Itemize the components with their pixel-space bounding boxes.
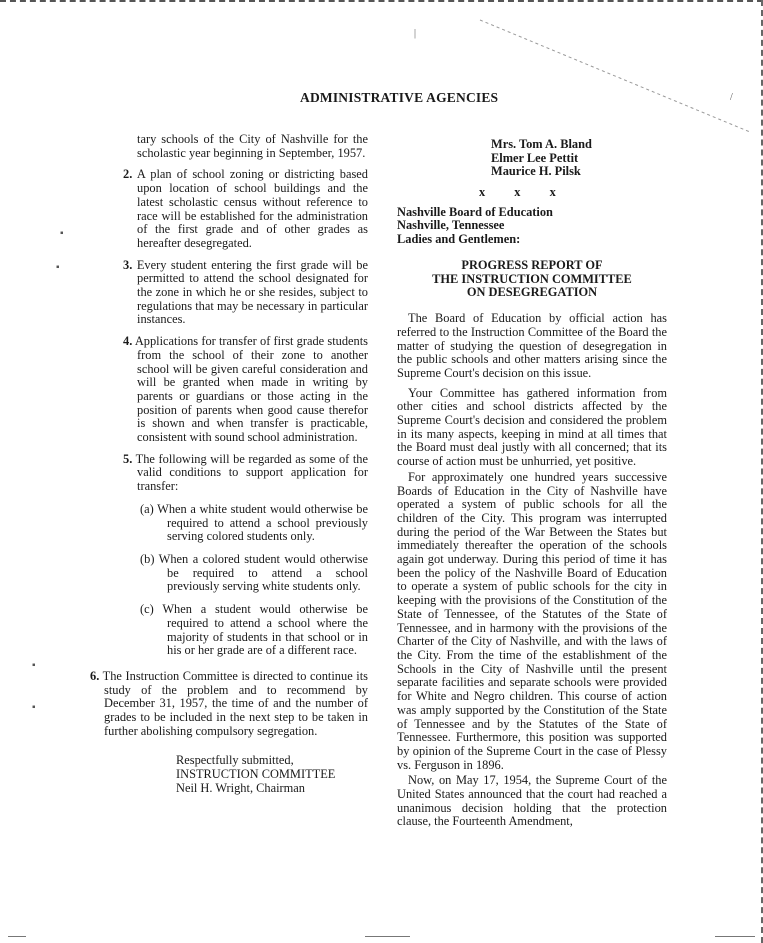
numbered-item-5: 5. The following will be regarded as some of the valid conditions to support application for transfer: xyxy=(123,451,368,494)
numbered-item-4: 4. Applications for transfer of first grade students from the school of their zone to another school will be given careful consideration and will be granted when made in writing by parents or guardians or those acting in the position of parents when good cause therefor is shown and when transfer is practicable, consistent with sound school administration. xyxy=(123,334,368,445)
scan-mark: / xyxy=(730,92,733,103)
address-city: Nashville, Tennessee xyxy=(397,218,505,232)
continuation-paragraph: tary schools of the City of Nashville for the scholastic year beginning in September, 1957. xyxy=(137,132,368,160)
section-separator: x x x xyxy=(479,184,569,199)
report-paragraph: Your Committee has gathered information from other cities and school districts affected by the Supreme Court's decision and considered the problem in its many aspects, keeping in mind at all times that the Board must deal justly with all concerned; that its course of action must be unhurried, yet positive. xyxy=(397,385,667,469)
signature-block xyxy=(176,754,368,795)
scan-mark: ▪ xyxy=(56,262,60,273)
signature-committee: INSTRUCTION COMMITTEE xyxy=(176,767,336,782)
addressee: Nashville Board of Education xyxy=(397,204,553,219)
report-title: PROGRESS REPORT OF THE INSTRUCTION COMMITTEE ON DESEGREGATION xyxy=(432,258,632,300)
numbered-item-3: 3. Every student entering the first grade will be permitted to attend the school designated for the zone in which he or she resides, subject to regulations that may be necessary in particular instances. xyxy=(123,257,368,327)
numbered-item-2: 2. A plan of school zoning or districting based upon location of school buildings and the latest scholastic census without reference to race will be established for the administration of the first grade and of other grades as hereafter desegregated. xyxy=(123,167,368,250)
signer-name: Maurice H. Pilsk xyxy=(491,164,581,178)
salutation: Ladies and Gentlemen: xyxy=(397,231,521,246)
scan-mark xyxy=(715,936,755,937)
left-column xyxy=(90,132,369,796)
scan-mark xyxy=(8,936,26,937)
scan-mark: ▪ xyxy=(32,702,36,713)
scan-mark: ▪ xyxy=(60,228,64,239)
signature-line: Respectfully submitted, xyxy=(176,753,294,768)
scan-border-right xyxy=(758,0,763,943)
signer-name: Mrs. Tom A. Bland xyxy=(491,137,592,151)
signers-list xyxy=(491,138,667,179)
subitem-a: (a) When a white student would otherwise be required to attend a school previously serving colored students only. xyxy=(140,501,369,544)
scan-mark: | xyxy=(414,28,417,39)
scan-mark xyxy=(365,936,410,937)
report-paragraph: The Board of Education by official action has referred to the Instruction Committee of the Board the matter of studying the question of desegregation in the public schools and other matters arising since the Supreme Court's decision on this issue. xyxy=(397,311,667,380)
subitem-b: (b) When a colored student would otherwise be required to attend a school previously serving white students only. xyxy=(140,551,369,594)
report-paragraph: Now, on May 17, 1954, the Supreme Court of the United States announced that the court had reached a unanimous decision holding that the protection clause, the Fourteenth Amendment, xyxy=(397,773,667,829)
subitem-c: (c) When a student would otherwise be required to attend a school where the majority of students in that school or in his or her grade are of a different race. xyxy=(140,602,369,658)
report-paragraph: For approximately one hundred years successive Boards of Education in the City of Nashville have operated a system of public schools for all the children of the City. This program was interrupted during the period of the War Between the States but immediately thereafter the operation of the schools again got underway. During this period of time it has been the policy of the Nashville Board of Education to operate a system of public schools for the city in keeping with the provisions of the Constitution of the State of Tennessee, of the Statutes of the State of Tennessee, and in harmony with the provisions of the Charter of the City of Nashville, and with the laws of the City. From the time of the establishment of the Schools in the City of Nashville until the present separate facilities and separate schools were provided for White and Negro children. This course of action was amply supported by the Constitution of the State of Tennessee and by the Statutes of the State of Tennessee. Furthermore, this position was supported by opinion of the Supreme Court in the case of Plessy vs. Ferguson in 1896. xyxy=(397,469,667,772)
signer-name: Elmer Lee Pettit xyxy=(491,150,579,165)
address-block xyxy=(397,206,667,247)
numbered-item-6: 6. The Instruction Committee is directed to continue its study of the problem and to recommend by December 31, 1957, the time of and the number of grades to be included in the next step to be taken in further abolishing compulsory segregation. xyxy=(90,668,368,738)
right-column xyxy=(397,138,667,829)
signature-chairman: Neil H. Wright, Chairman xyxy=(176,780,306,795)
scan-mark: ▪ xyxy=(32,660,36,671)
scan-streak xyxy=(470,0,763,140)
page-header: ADMINISTRATIVE AGENCIES xyxy=(300,90,499,105)
